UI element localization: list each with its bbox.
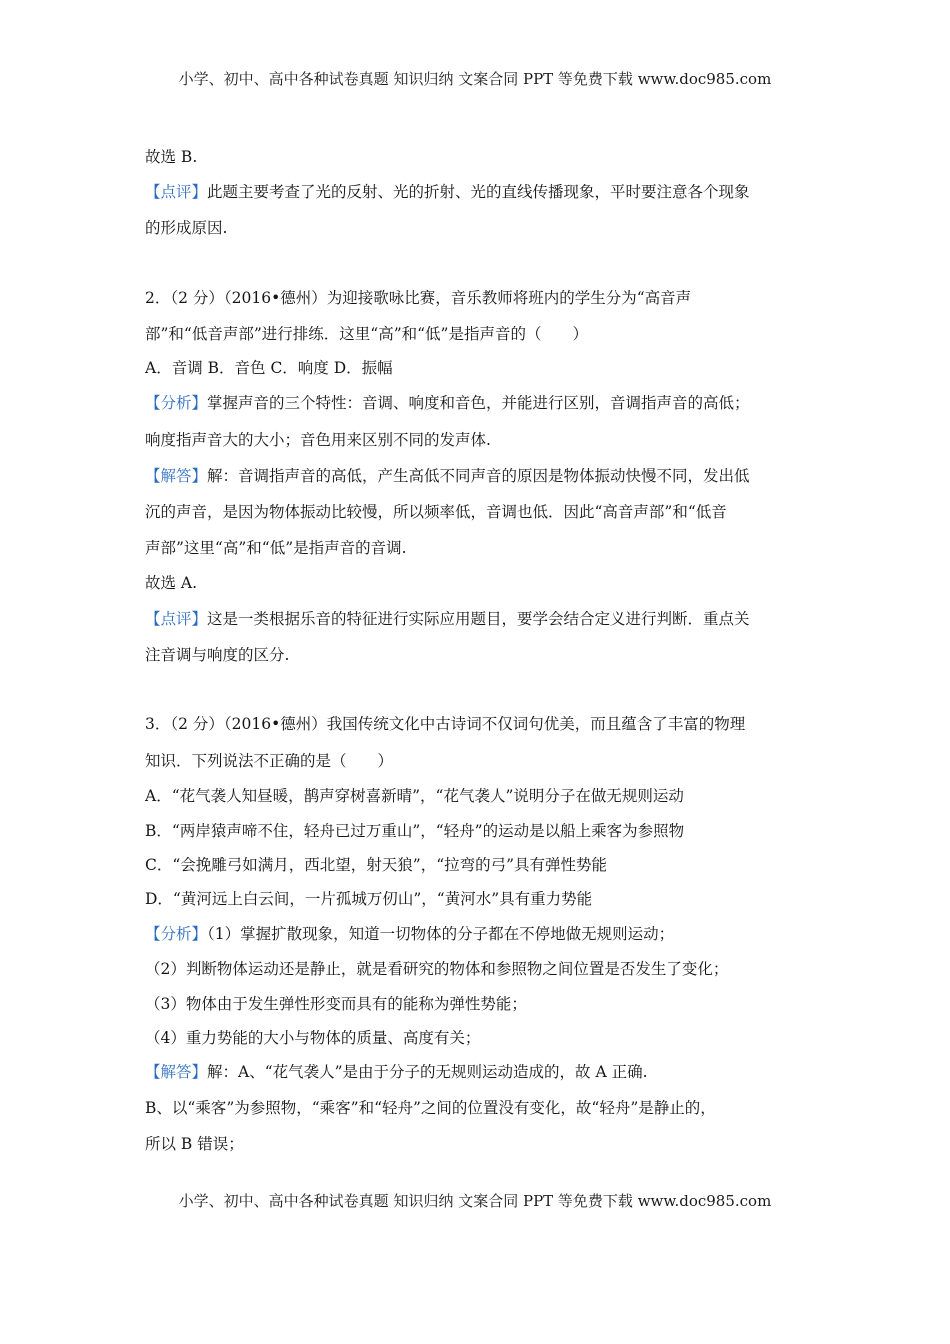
- q2-answer-text: 解：音调指声音的高低，产生高低不同声音的原因是物体振动快慢不同，发出低: [207, 467, 750, 485]
- q2-analysis-text: 掌握声音的三个特性：音调、响度和音色，并能进行区别，音调指声音的高低；: [207, 394, 750, 412]
- analysis-tag: 【分析】: [145, 394, 208, 412]
- q2-stem-line2: 部”和“低音声部”进行排练．这里“高”和“低”是指声音的（ ）: [145, 325, 588, 343]
- q3-option-c: C．“会挽雕弓如满月，西北望，射天狼”，“拉弯的弓”具有弹性势能: [145, 856, 608, 874]
- analysis-tag: 【分析】: [145, 925, 208, 943]
- q2-options: A．音调 B．音色 C．响度 D．振幅: [145, 359, 393, 377]
- comment-tag: 【点评】: [145, 183, 208, 201]
- q2-analysis-line2: 响度指声音大的大小；音色用来区别不同的发声体.: [145, 431, 491, 449]
- page-header: 小学、初中、高中各种试卷真题 知识归纳 文案合同 PPT 等免费下载 www.doc985.com: [178, 70, 772, 88]
- q3-analysis-line2: （2）判断物体运动还是静止，就是看研究的物体和参照物之间位置是否发生了变化；: [145, 960, 729, 978]
- q1-choice: 故选 B.: [145, 148, 198, 166]
- q3-analysis-text: （1）掌握扩散现象，知道一切物体的分子都在不停地做无规则运动；: [207, 925, 675, 943]
- q3-answer-line2: B、以“乘客”为参照物，“乘客”和“轻舟”之间的位置没有变化，故“轻舟”是静止的，: [145, 1099, 716, 1117]
- page-footer: 小学、初中、高中各种试卷真题 知识归纳 文案合同 PPT 等免费下载 www.doc985.com: [178, 1192, 772, 1210]
- q3-option-d: D．“黄河远上白云间，一片孤城万仞山”，“黄河水”具有重力势能: [145, 890, 593, 908]
- q1-comment-line2: 的形成原因.: [145, 219, 228, 237]
- q2-analysis-line1: [145, 393, 750, 413]
- comment-tag: 【点评】: [145, 610, 208, 628]
- q3-stem-line2: 知识．下列说法不正确的是（ ）: [145, 752, 394, 770]
- q2-comment-line1: [145, 609, 750, 629]
- q2-answer-line3: 声部”这里“高”和“低”是指声音的音调.: [145, 539, 407, 557]
- q3-answer-text: 解：A、“花气袭人”是由于分子的无规则运动造成的，故 A 正确.: [207, 1063, 648, 1081]
- q3-analysis-line4: （4）重力势能的大小与物体的质量、高度有关；: [145, 1029, 481, 1047]
- q3-answer-line1: [145, 1062, 648, 1082]
- q2-choice: 故选 A.: [145, 574, 198, 592]
- q2-answer-line2: 沉的声音，是因为物体振动比较慢，所以频率低，音调也低．因此“高音声部”和“低音: [145, 503, 727, 521]
- answer-tag: 【解答】: [145, 1063, 208, 1081]
- q3-analysis-line3: （3）物体由于发生弹性形变而具有的能称为弹性势能；: [145, 995, 527, 1013]
- q1-comment-text: 此题主要考查了光的反射、光的折射、光的直线传播现象，平时要注意各个现象: [207, 183, 750, 201]
- q2-stem-line1: 2．（2 分）（2016•德州）为迎接歌咏比赛，音乐教师将班内的学生分为“高音声: [145, 289, 692, 307]
- q3-analysis-line1: [145, 924, 674, 944]
- answer-tag: 【解答】: [145, 467, 208, 485]
- q1-comment-line1: [145, 182, 750, 202]
- q3-option-b: B．“两岸猿声啼不住，轻舟已过万重山”，“轻舟”的运动是以船上乘客为参照物: [145, 822, 685, 840]
- q3-option-a: A．“花气袭人知昼暖，鹊声穿树喜新晴”，“花气袭人”说明分子在做无规则运动: [145, 787, 684, 805]
- q2-comment-text: 这是一类根据乐音的特征进行实际应用题目，要学会结合定义进行判断．重点关: [207, 610, 750, 628]
- q3-stem-line1: 3．（2 分）（2016•德州）我国传统文化中古诗词不仅词句优美，而且蕴含了丰富的物理: [145, 715, 746, 733]
- q2-answer-line1: [145, 466, 750, 486]
- q3-answer-line3: 所以 B 错误；: [145, 1135, 244, 1153]
- q2-comment-line2: 注音调与响度的区分.: [145, 646, 290, 664]
